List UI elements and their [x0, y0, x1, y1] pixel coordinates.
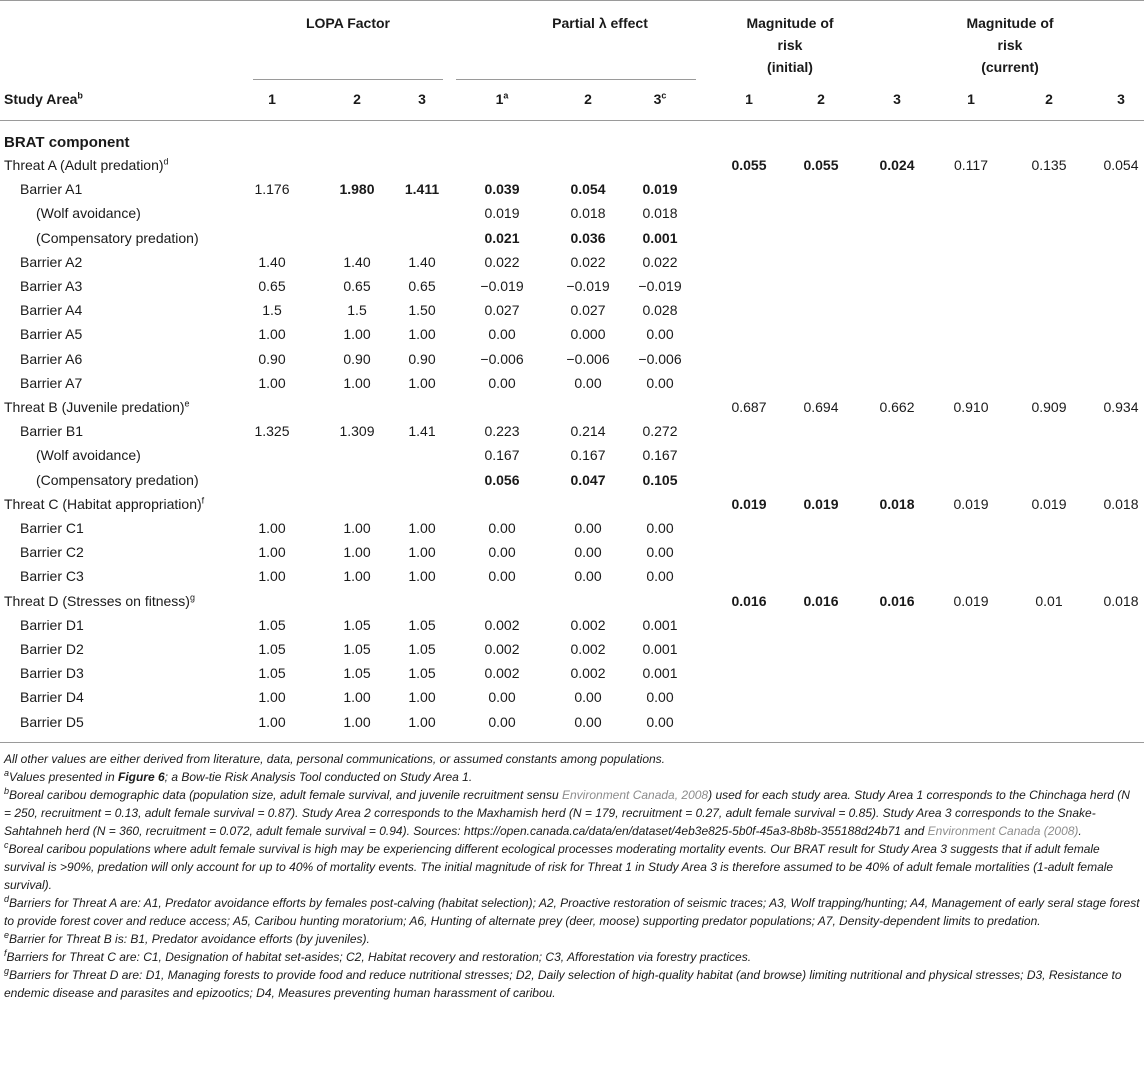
table-cell: 1.00	[408, 713, 436, 730]
table-cell: 0.002	[484, 665, 520, 682]
footnote-b: $^b$Boreal caribou demographic data (population size, adult female survival, and juvenile recruitment sensu Environment Canada, 2008) used for each study area. Study Area 1 corresponds to the Chinchaga herd (N = 250, recruitment = 0.13, adult female survival = 0.87). Study Area 2 corresponds to the Maxhamish herd (N = 179, recruitment = 0.27, adult female survival = 0.85). Study Area 3 corresponds to the Snake-Sahtahneh herd (N = 360, recruitment = 0.072, adult female survival = 0.94). Sources: https://open.canada.ca/data/en/dataset/4eb3e825-5b0f-45a3-8b8b-355188d24b71 and Environment Canada (2008).	[4, 786, 1130, 838]
header-magnitude-initial	[700, 12, 880, 78]
header-bottom-rule	[0, 120, 1144, 121]
barrier-label: Barrier A3	[20, 278, 83, 294]
table-cell: 1.980	[339, 181, 375, 198]
table-cell: 0.001	[642, 229, 678, 246]
table-cell: 1.00	[343, 568, 371, 585]
table-cell: 0.117	[954, 157, 988, 173]
table-cell: −0.006	[480, 350, 524, 367]
table-cell: 1.00	[408, 374, 436, 391]
table-cell: 0.002	[570, 665, 606, 682]
header-magnitude-initial-line1: Magnitude of	[746, 15, 834, 31]
table-cell: 0.00	[488, 520, 516, 536]
table-cell: 0.019	[953, 495, 989, 512]
table-cell: 0.021	[484, 229, 520, 246]
table-cell: 0.662	[879, 399, 915, 415]
study-area-sup: b	[77, 90, 83, 101]
table-cell: 1.00	[343, 326, 371, 343]
table-cell: 0.65	[408, 278, 436, 294]
table-cell: 0.047	[570, 471, 606, 488]
table-cell: 0.00	[646, 374, 674, 391]
table-cell: 0.019	[953, 592, 989, 609]
barrier-label: Barrier D2	[20, 641, 84, 657]
table-cell: 0.024	[879, 157, 915, 173]
table-cell: 1.05	[408, 616, 436, 633]
table-cell: 0.00	[574, 568, 602, 585]
table-cell: 1.00	[408, 520, 436, 536]
table-cell: 1.00	[258, 374, 286, 391]
column-number: 1	[967, 91, 975, 107]
table-cell: 0.00	[488, 326, 516, 343]
table-cell: 0.018	[1103, 495, 1139, 512]
table-cell: 1.00	[258, 568, 286, 585]
table-cell: 0.00	[488, 374, 516, 391]
table-cell: 0.018	[1103, 592, 1139, 609]
column-number: 3$^c$	[653, 90, 667, 107]
barrier-label: Barrier C3	[20, 568, 84, 585]
table-cell: 0.00	[488, 544, 516, 561]
table-cell: 0.016	[803, 592, 839, 609]
table-cell: 0.022	[484, 253, 520, 270]
table-cell: 0.214	[570, 423, 606, 440]
table-cell: 0.018	[642, 205, 678, 222]
sub-barrier-label: (Compensatory predation)	[36, 471, 199, 488]
table-cell: 1.00	[408, 326, 436, 343]
table-cell: 0.00	[574, 689, 602, 706]
table-cell: 1.00	[258, 326, 286, 343]
table-cell: 0.694	[803, 399, 839, 415]
table-cell: 0.027	[570, 302, 606, 319]
table-cell: 0.054	[1103, 157, 1139, 173]
table-cell: 1.00	[408, 568, 436, 585]
table-cell: 0.00	[488, 689, 516, 706]
table-cell: 0.027	[484, 302, 520, 319]
table-cell: 0.002	[484, 616, 520, 633]
table-cell: 0.65	[258, 278, 286, 294]
table-cell: −0.006	[638, 350, 682, 367]
table-cell: 0.054	[570, 181, 606, 198]
footnote-e: $^e$Barrier for Threat B is: B1, Predator avoidance efforts (by juveniles).	[4, 930, 370, 946]
table-cell: 1.05	[408, 665, 436, 682]
table-cell: 0.00	[646, 689, 674, 706]
table-cell: 1.05	[343, 616, 371, 633]
table-cell: 0.055	[731, 157, 767, 173]
barrier-label: Barrier A1	[20, 181, 83, 198]
footnote-g: $^g$Barriers for Threat D are: D1, Managing forests to provide food and reduce nutritional stresses; D2, Daily selection of high-quality habitat (and browse) limiting nutritional and physical stresses; D3, Resistance to endemic disease and parasites and epizootics; D4, Measures preventing human harassment of caribou.	[4, 966, 1122, 1000]
table-cell: 0.272	[642, 423, 678, 440]
table-cell: 0.00	[574, 374, 602, 391]
table-cell: 0.002	[484, 641, 520, 657]
barrier-label: Barrier A5	[20, 326, 83, 343]
barrier-label: Barrier C1	[20, 520, 84, 536]
header-magnitude-initial-line3: (initial)	[767, 59, 813, 75]
header-magnitude-current-line1: Magnitude of	[966, 15, 1054, 31]
table-cell: −0.006	[566, 350, 610, 367]
barrier-label: Barrier D4	[20, 689, 84, 706]
table-cell: 0.056	[484, 471, 520, 488]
column-number: 1	[745, 91, 753, 107]
table-cell: 0.028	[642, 302, 678, 319]
table-cell: 0.135	[1031, 157, 1067, 173]
table-cell: 0.016	[879, 592, 915, 609]
table-cell: 0.90	[258, 350, 286, 367]
table-cell: 0.00	[574, 520, 602, 536]
table-cell: 1.05	[258, 665, 286, 682]
header-magnitude-initial-line2: risk	[777, 37, 803, 53]
column-number: 1$^a$	[495, 90, 509, 107]
table-cell: 1.00	[408, 544, 436, 561]
header-magnitude-current-line2: risk	[997, 37, 1023, 53]
table-cell: 0.105	[642, 471, 678, 488]
footnotes	[4, 750, 1140, 1002]
table-cell: 0.00	[646, 713, 674, 730]
table-cell: 0.167	[484, 447, 520, 464]
table-cell: 0.019	[1031, 495, 1067, 512]
table-cell: 1.325	[254, 423, 290, 440]
table-cell: 0.167	[642, 447, 678, 464]
header-partial-lambda: Partial λ effect	[552, 15, 648, 31]
section-title: BRAT component	[4, 134, 130, 151]
barrier-label: Barrier C2	[20, 544, 84, 561]
table-cell: 0.022	[570, 253, 606, 270]
table-cell: 1.00	[258, 520, 286, 536]
sub-barrier-label: (Wolf avoidance)	[36, 205, 141, 222]
sub-barrier-label: (Compensatory predation)	[36, 229, 199, 246]
table-cell: 0.039	[484, 181, 520, 198]
table-cell: 0.910	[953, 399, 989, 415]
table-cell: 0.001	[642, 665, 678, 682]
footnote-f: $^f$Barriers for Threat C are: C1, Designation of habitat set-asides; C2, Habitat recovery and restoration; C3, Afforestation via forestry practices.	[4, 948, 752, 964]
partial-group-rule	[456, 79, 696, 80]
table-cell: 0.00	[574, 713, 602, 730]
table-cell: 1.00	[343, 520, 371, 536]
sub-barrier-label: (Wolf avoidance)	[36, 447, 141, 464]
footnote-general: All other values are either derived from literature, data, personal communications, or assumed constants among populations.	[4, 752, 666, 766]
table-cell: 0.934	[1103, 399, 1139, 415]
table-cell: 1.309	[339, 423, 375, 440]
table-cell: 0.00	[488, 713, 516, 730]
table-cell: 0.223	[484, 423, 520, 440]
footnote-a: $^a$Values presented in Figure 6; a Bow-tie Risk Analysis Tool conducted on Study Area 1.	[4, 768, 473, 784]
threat-label: Threat A (Adult predation)$^d$	[4, 156, 169, 173]
table-cell: 0.90	[343, 350, 371, 367]
column-number: 2	[817, 91, 825, 107]
table-cell: 1.40	[408, 253, 436, 270]
table-cell: 1.00	[258, 689, 286, 706]
table-cell: −0.019	[638, 278, 682, 294]
table-cell: 0.00	[488, 568, 516, 585]
table-cell: 0.167	[570, 447, 606, 464]
barrier-label: Barrier A6	[20, 350, 83, 367]
top-rule	[0, 0, 1144, 1]
column-number: 3	[418, 91, 426, 107]
table-cell: 0.00	[646, 568, 674, 585]
barrier-label: Barrier B1	[20, 423, 84, 440]
table-cell: 0.909	[1031, 399, 1067, 415]
column-number: 2	[1045, 91, 1053, 107]
table-cell: 1.05	[343, 665, 371, 682]
table-cell: 0.055	[803, 157, 839, 173]
barrier-label: Barrier D1	[20, 616, 84, 633]
table-cell: 0.00	[574, 544, 602, 561]
table-cell: 0.019	[731, 495, 767, 512]
table-cell: 0.00	[646, 544, 674, 561]
table-cell: 0.687	[731, 399, 767, 415]
table-cell: 1.40	[343, 253, 371, 270]
table-cell: 1.00	[343, 713, 371, 730]
column-number: 2	[584, 91, 592, 107]
table-cell: 0.00	[646, 520, 674, 536]
table-cell: 0.90	[408, 350, 436, 367]
barrier-label: Barrier D3	[20, 665, 84, 682]
table-cell: 1.05	[343, 641, 371, 657]
table-cell: 1.5	[262, 302, 282, 319]
threat-label: Threat D (Stresses on fitness)$^g$	[4, 591, 195, 609]
barrier-label: Barrier A7	[20, 374, 83, 391]
header-lopa-factor: LOPA Factor	[305, 15, 390, 31]
table-cell: 0.016	[731, 592, 767, 609]
table-cell: 0.001	[642, 641, 678, 657]
table-cell: 1.00	[408, 689, 436, 706]
table-cell: 1.176	[254, 181, 290, 198]
table-cell: 1.41	[408, 423, 436, 440]
table-cell: 1.5	[347, 302, 367, 319]
table-cell: 1.00	[343, 544, 371, 561]
table-cell: 0.01	[1035, 592, 1063, 609]
table-cell: 1.05	[258, 641, 286, 657]
table-cell: 0.002	[570, 616, 606, 633]
table-cell: 0.019	[803, 495, 839, 512]
footnote-c: $^c$Boreal caribou populations where adult female survival is high may be experiencing different ecological processes moderating mortality events. Our BRAT result for Study Area 3 suggests that if adult female survival is >90%, predation will only account for up to 40% of mortality events. The initial magnitude of risk for Threat 1 in Study Area 3 is therefore assumed to be 40% of adult female mortalities (1-adult female survival).	[4, 840, 1114, 892]
table-cell: 0.019	[642, 181, 678, 198]
column-number: 1	[268, 91, 276, 107]
table-cell: 0.001	[642, 616, 678, 633]
study-area-header	[4, 91, 83, 107]
table-cell: 0.018	[879, 495, 915, 512]
table-cell: −0.019	[480, 278, 524, 294]
table-cell: 0.036	[570, 229, 606, 246]
barrier-label: Barrier D5	[20, 713, 84, 730]
table-cell: 1.40	[258, 253, 286, 270]
table-cell: 1.00	[258, 544, 286, 561]
column-number: 3	[893, 91, 901, 107]
header-magnitude-current-line3: (current)	[981, 59, 1039, 75]
table-cell: 1.05	[408, 641, 436, 657]
lopa-group-rule	[253, 79, 443, 80]
header-magnitude-current	[920, 12, 1100, 78]
table-bottom-rule	[0, 742, 1144, 743]
table-cell: 0.018	[570, 205, 606, 222]
table-cell: 0.65	[343, 278, 371, 294]
table-cell: 1.411	[404, 181, 440, 198]
column-number: 3	[1117, 91, 1125, 107]
table-cell: −0.019	[566, 278, 610, 294]
threat-label: Threat C (Habitat appropriation)$^f$	[4, 495, 205, 512]
table-cell: 1.00	[258, 713, 286, 730]
table-cell: 0.022	[642, 253, 678, 270]
table-cell: 1.00	[343, 689, 371, 706]
barrier-label: Barrier A4	[20, 302, 83, 319]
table-cell: 0.00	[646, 326, 674, 343]
table-cell: 1.05	[258, 616, 286, 633]
threat-label: Threat B (Juvenile predation)$^e$	[4, 398, 190, 415]
table-cell: 0.019	[484, 205, 520, 222]
column-number: 2	[353, 91, 361, 107]
table-cell: 1.50	[408, 302, 436, 319]
footnote-d: $^d$Barriers for Threat A are: A1, Predator avoidance efforts by females post-calving (habitat selection); A2, Proactive restoration of seismic traces; A3, Wolf trapping/hunting; A4, Management of early seral stage forest to provide forest cover and reduce access; A5, Caribou hunting moratorium; A6, Hunting of alternate prey (deer, moose) supporting predator populations; A7, Density-dependent limits to predation.	[4, 894, 1140, 928]
study-area-label: Study Area	[4, 91, 78, 107]
table-cell: 0.000	[570, 326, 606, 343]
footnote-b-ref2[interactable]: Environment Canada (2008)	[927, 824, 1079, 838]
footnote-b-ref1[interactable]: Environment Canada, 2008	[562, 788, 709, 802]
table-cell: 1.00	[343, 374, 371, 391]
table-cell: 0.002	[570, 641, 606, 657]
barrier-label: Barrier A2	[20, 253, 83, 270]
